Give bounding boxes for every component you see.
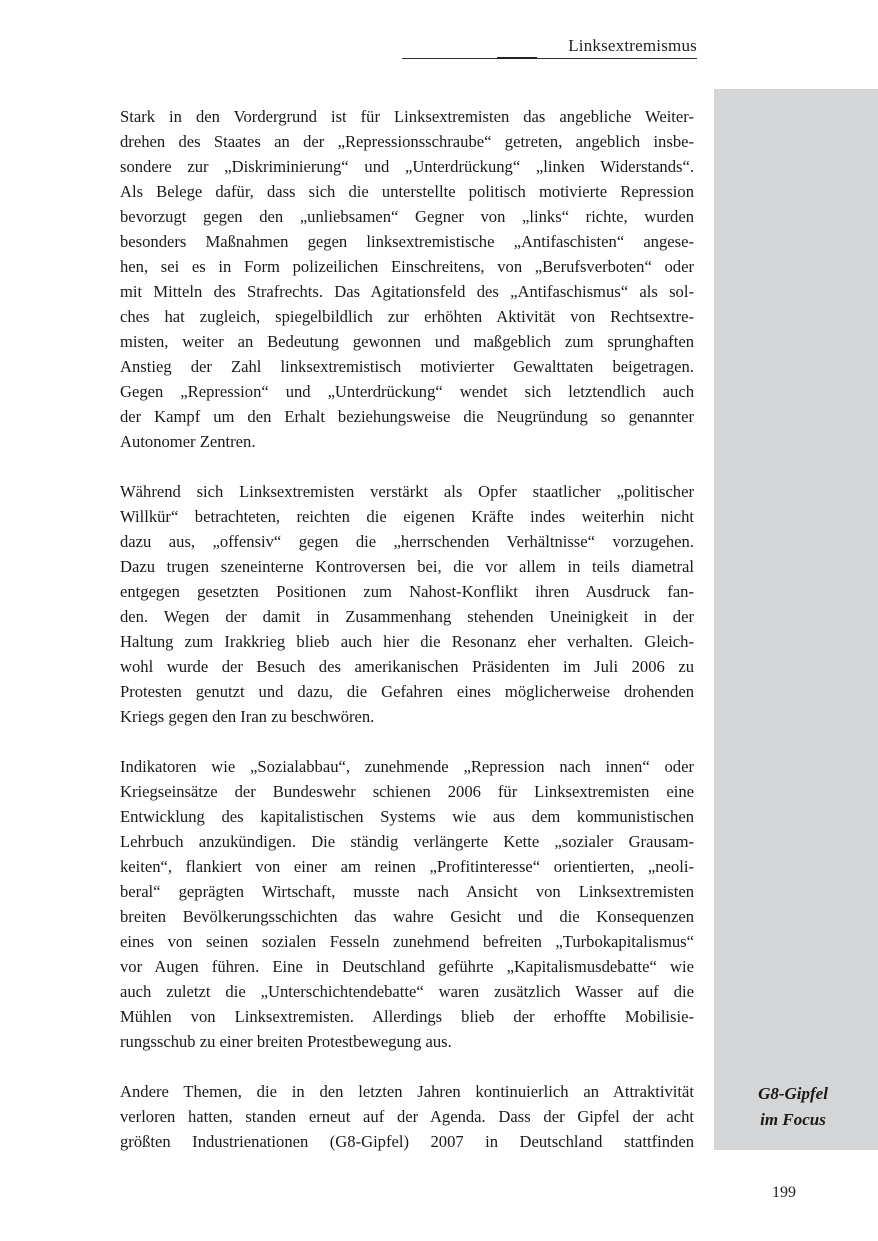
text-line: bevorzugt gegen den „unliebsamen“ Gegner von „links“ richte, wurden xyxy=(120,207,694,226)
text-line: rungsschub zu einer breiten Protestbewegung aus. xyxy=(120,1032,452,1051)
text-line: drehen des Staates an der „Repressionsschraube“ getreten, angeblich insbe- xyxy=(120,132,695,151)
text-line: verloren hatten, standen erneut auf der Agenda. Dass der Gipfel der acht xyxy=(120,1107,694,1126)
text-line: breiten Bevölkerungsschichten das wahre Gesicht und die Konsequenzen xyxy=(120,907,694,926)
text-line: dazu aus, „offensiv“ gegen die „herrschenden Verhältnisse“ vorzugehen. xyxy=(120,532,694,551)
text-line: Protesten genutzt und dazu, die Gefahren eines möglicherweise drohenden xyxy=(120,682,694,701)
paragraph xyxy=(120,1079,694,1154)
header-rule-accent xyxy=(497,57,537,59)
paragraph xyxy=(120,754,694,1054)
text-line: Als Belege dafür, dass sich die unterstellte politisch motivierte Repression xyxy=(120,182,694,201)
header-rule xyxy=(402,58,697,59)
text-line: misten, weiter an Bedeutung gewonnen und maßgeblich zum sprunghaften xyxy=(120,332,694,351)
text-line: den. Wegen der damit in Zusammenhang stehenden Uneinigkeit in der xyxy=(120,607,694,626)
text-line: hen, sei es in Form polizeilichen Einschreitens, von „Berufsverboten“ oder xyxy=(120,257,694,276)
margin-note xyxy=(714,1081,872,1133)
paragraph xyxy=(120,479,694,729)
text-line: keiten“, flankiert von einer am reinen „Profitinteresse“ orientierten, „neoli- xyxy=(120,857,694,876)
text-line: der Kampf um den Erhalt beziehungsweise die Neugründung so genannter xyxy=(120,407,694,426)
text-line: Stark in den Vordergrund ist für Linksextremisten das angebliche Weiter- xyxy=(120,107,694,126)
text-line: Indikatoren wie „Sozialabbau“, zunehmende „Repression nach innen“ oder xyxy=(120,757,694,776)
text-line: Anstieg der Zahl linksextremistisch motivierter Gewalttaten beigetragen. xyxy=(120,357,694,376)
page-number: 199 xyxy=(772,1184,796,1201)
text-line: Autonomer Zentren. xyxy=(120,432,256,451)
running-title: Linksextremismus xyxy=(568,36,697,55)
text-line: vor Augen führen. Eine in Deutschland geführte „Kapitalismusdebatte“ wie xyxy=(120,957,694,976)
text-line: größten Industrienationen (G8-Gipfel) 2007 in Deutschland stattfinden xyxy=(120,1132,694,1151)
text-line: Mühlen von Linksextremisten. Allerdings blieb der erhoffte Mobilisie- xyxy=(120,1007,694,1026)
text-line: mit Mitteln des Strafrechts. Das Agitationsfeld des „Antifaschismus“ als sol- xyxy=(120,282,694,301)
text-line: auch zuletzt die „Unterschichtendebatte“ waren zusätzlich Wasser auf die xyxy=(120,982,694,1001)
text-line: Dazu trugen szeneinterne Kontroversen bei, die vor allem in teils diametral xyxy=(120,557,694,576)
margin-sidebar xyxy=(714,89,878,1150)
text-line: wohl wurde der Besuch des amerikanischen Präsidenten im Juli 2006 zu xyxy=(120,657,694,676)
margin-note-line-2: im Focus xyxy=(760,1110,826,1129)
text-line: Kriegs gegen den Iran zu beschwören. xyxy=(120,707,375,726)
text-line: Lehrbuch anzukündigen. Die ständig verlängerte Kette „sozialer Grausam- xyxy=(120,832,695,851)
text-line: beral“ geprägten Wirtschaft, musste nach Ansicht von Linksextremisten xyxy=(120,882,695,901)
text-line: besonders Maßnahmen gegen linksextremistische „Antifaschisten“ angese- xyxy=(120,232,694,251)
body-text xyxy=(120,104,694,1179)
text-line: Willkür“ betrachteten, reichten die eigenen Kräfte indes weiterhin nicht xyxy=(120,507,694,526)
text-line: Andere Themen, die in den letzten Jahren kontinuierlich an Attraktivität xyxy=(120,1082,694,1101)
text-line: Entwicklung des kapitalistischen Systems wie aus dem kommunistischen xyxy=(120,807,694,826)
text-line: sondere zur „Diskriminierung“ und „Unterdrückung“ „linken Widerstands“. xyxy=(120,157,694,176)
text-line: Haltung zum Irakkrieg blieb auch hier die Resonanz eher verhalten. Gleich- xyxy=(120,632,694,651)
margin-note-line-1: G8-Gipfel xyxy=(758,1084,828,1103)
text-line: ches hat zugleich, spiegelbildlich zur erhöhten Aktivität von Rechtsextre- xyxy=(120,307,694,326)
text-line: eines von seinen sozialen Fesseln zunehmend befreiten „Turbokapitalismus“ xyxy=(120,932,694,951)
text-line: Kriegseinsätze der Bundeswehr schienen 2006 für Linksextremisten eine xyxy=(120,782,694,801)
text-line: Während sich Linksextremisten verstärkt als Opfer staatlicher „politischer xyxy=(120,482,695,501)
paragraph xyxy=(120,104,694,454)
text-line: entgegen gesetzten Positionen zum Nahost-Konflikt ihren Ausdruck fan- xyxy=(120,582,695,601)
text-line: Gegen „Repression“ und „Unterdrückung“ wendet sich letztendlich auch xyxy=(120,382,694,401)
